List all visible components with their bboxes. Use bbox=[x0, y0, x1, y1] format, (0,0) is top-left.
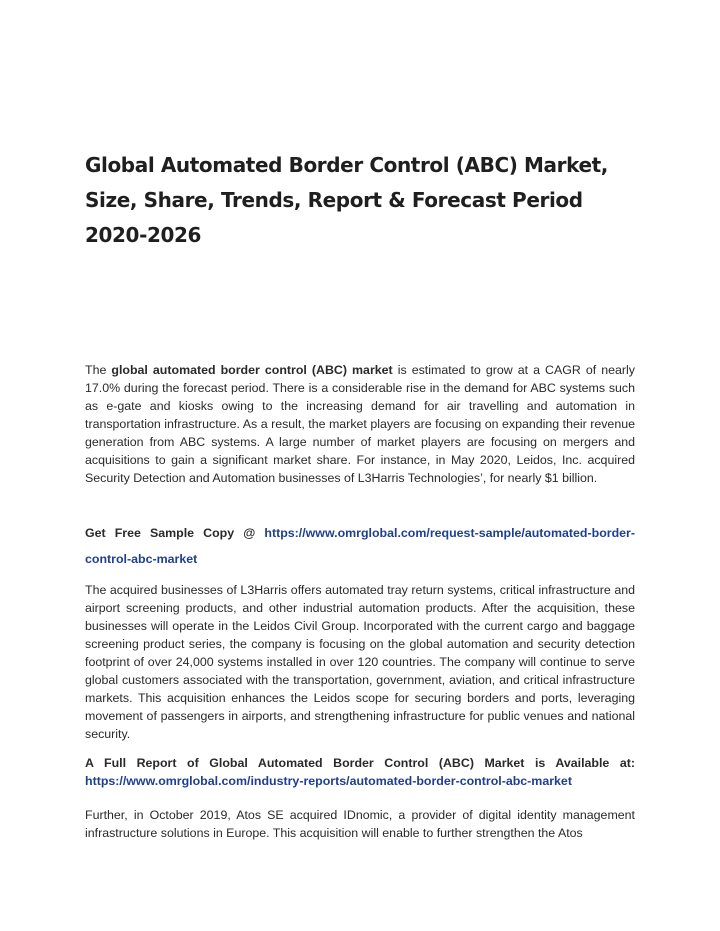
sample-copy-label: Get Free Sample Copy @ bbox=[85, 526, 265, 540]
intro-bold-phrase: global automated border control (ABC) market bbox=[111, 363, 393, 377]
full-report-link[interactable]: https://www.omrglobal.com/industry-reports/automated-border-control-abc-market bbox=[85, 774, 572, 788]
intro-paragraph bbox=[85, 361, 635, 487]
acquisition-paragraph: The acquired businesses of L3Harris offers automated tray return systems, critical infrastructure and airport screening products, and other industrial automation products. After the acquisition, these businesses will operate in the Leidos Civil Group. Incorporated with the current cargo and baggage screening product series, the company is focusing on the global automation and security detection footprint of over 24,000 systems installed in over 120 countries. The company will continue to serve global customers associated with the transportation, government, aviation, and critical infrastructure markets. This acquisition enhances the Leidos scope for securing borders and ports, leveraging movement of passengers in airports, and strengthening infrastructure for public venues and national security. bbox=[85, 583, 635, 741]
intro-prefix: The bbox=[85, 363, 112, 377]
page-title: Global Automated Border Control (ABC) Market, Size, Share, Trends, Report & Forecast Period 2020-2026 bbox=[85, 153, 608, 247]
sample-copy-paragraph bbox=[85, 520, 635, 572]
full-report-paragraph bbox=[85, 754, 635, 790]
intro-rest: is estimated to grow at a CAGR of nearly 17.0% during the forecast period. There is a considerable rise in the demand for ABC systems such as e-gate and kiosks owing to the increasing demand for air travelling and automation in transportation infrastructure. As a result, the market players are focusing on expanding their revenue generation from ABC systems. A large number of market players are focusing on mergers and acquisitions to gain a significant market share. For instance, in May 2020, Leidos, Inc. acquired Security Detection and Automation businesses of L3Harris Technologies’, for nearly $1 billion. bbox=[85, 363, 635, 485]
atos-paragraph: Further, in October 2019, Atos SE acquired IDnomic, a provider of digital identity management infrastructure solutions in Europe. This acquisition will enable to further strengthen the Atos bbox=[85, 808, 635, 840]
full-report-label: A Full Report of Global Automated Border Control (ABC) Market is Available at: bbox=[85, 756, 635, 770]
sample-copy-link[interactable]: https://www.omrglobal.com/request-sample/automated-border-control-abc-market bbox=[85, 526, 635, 566]
